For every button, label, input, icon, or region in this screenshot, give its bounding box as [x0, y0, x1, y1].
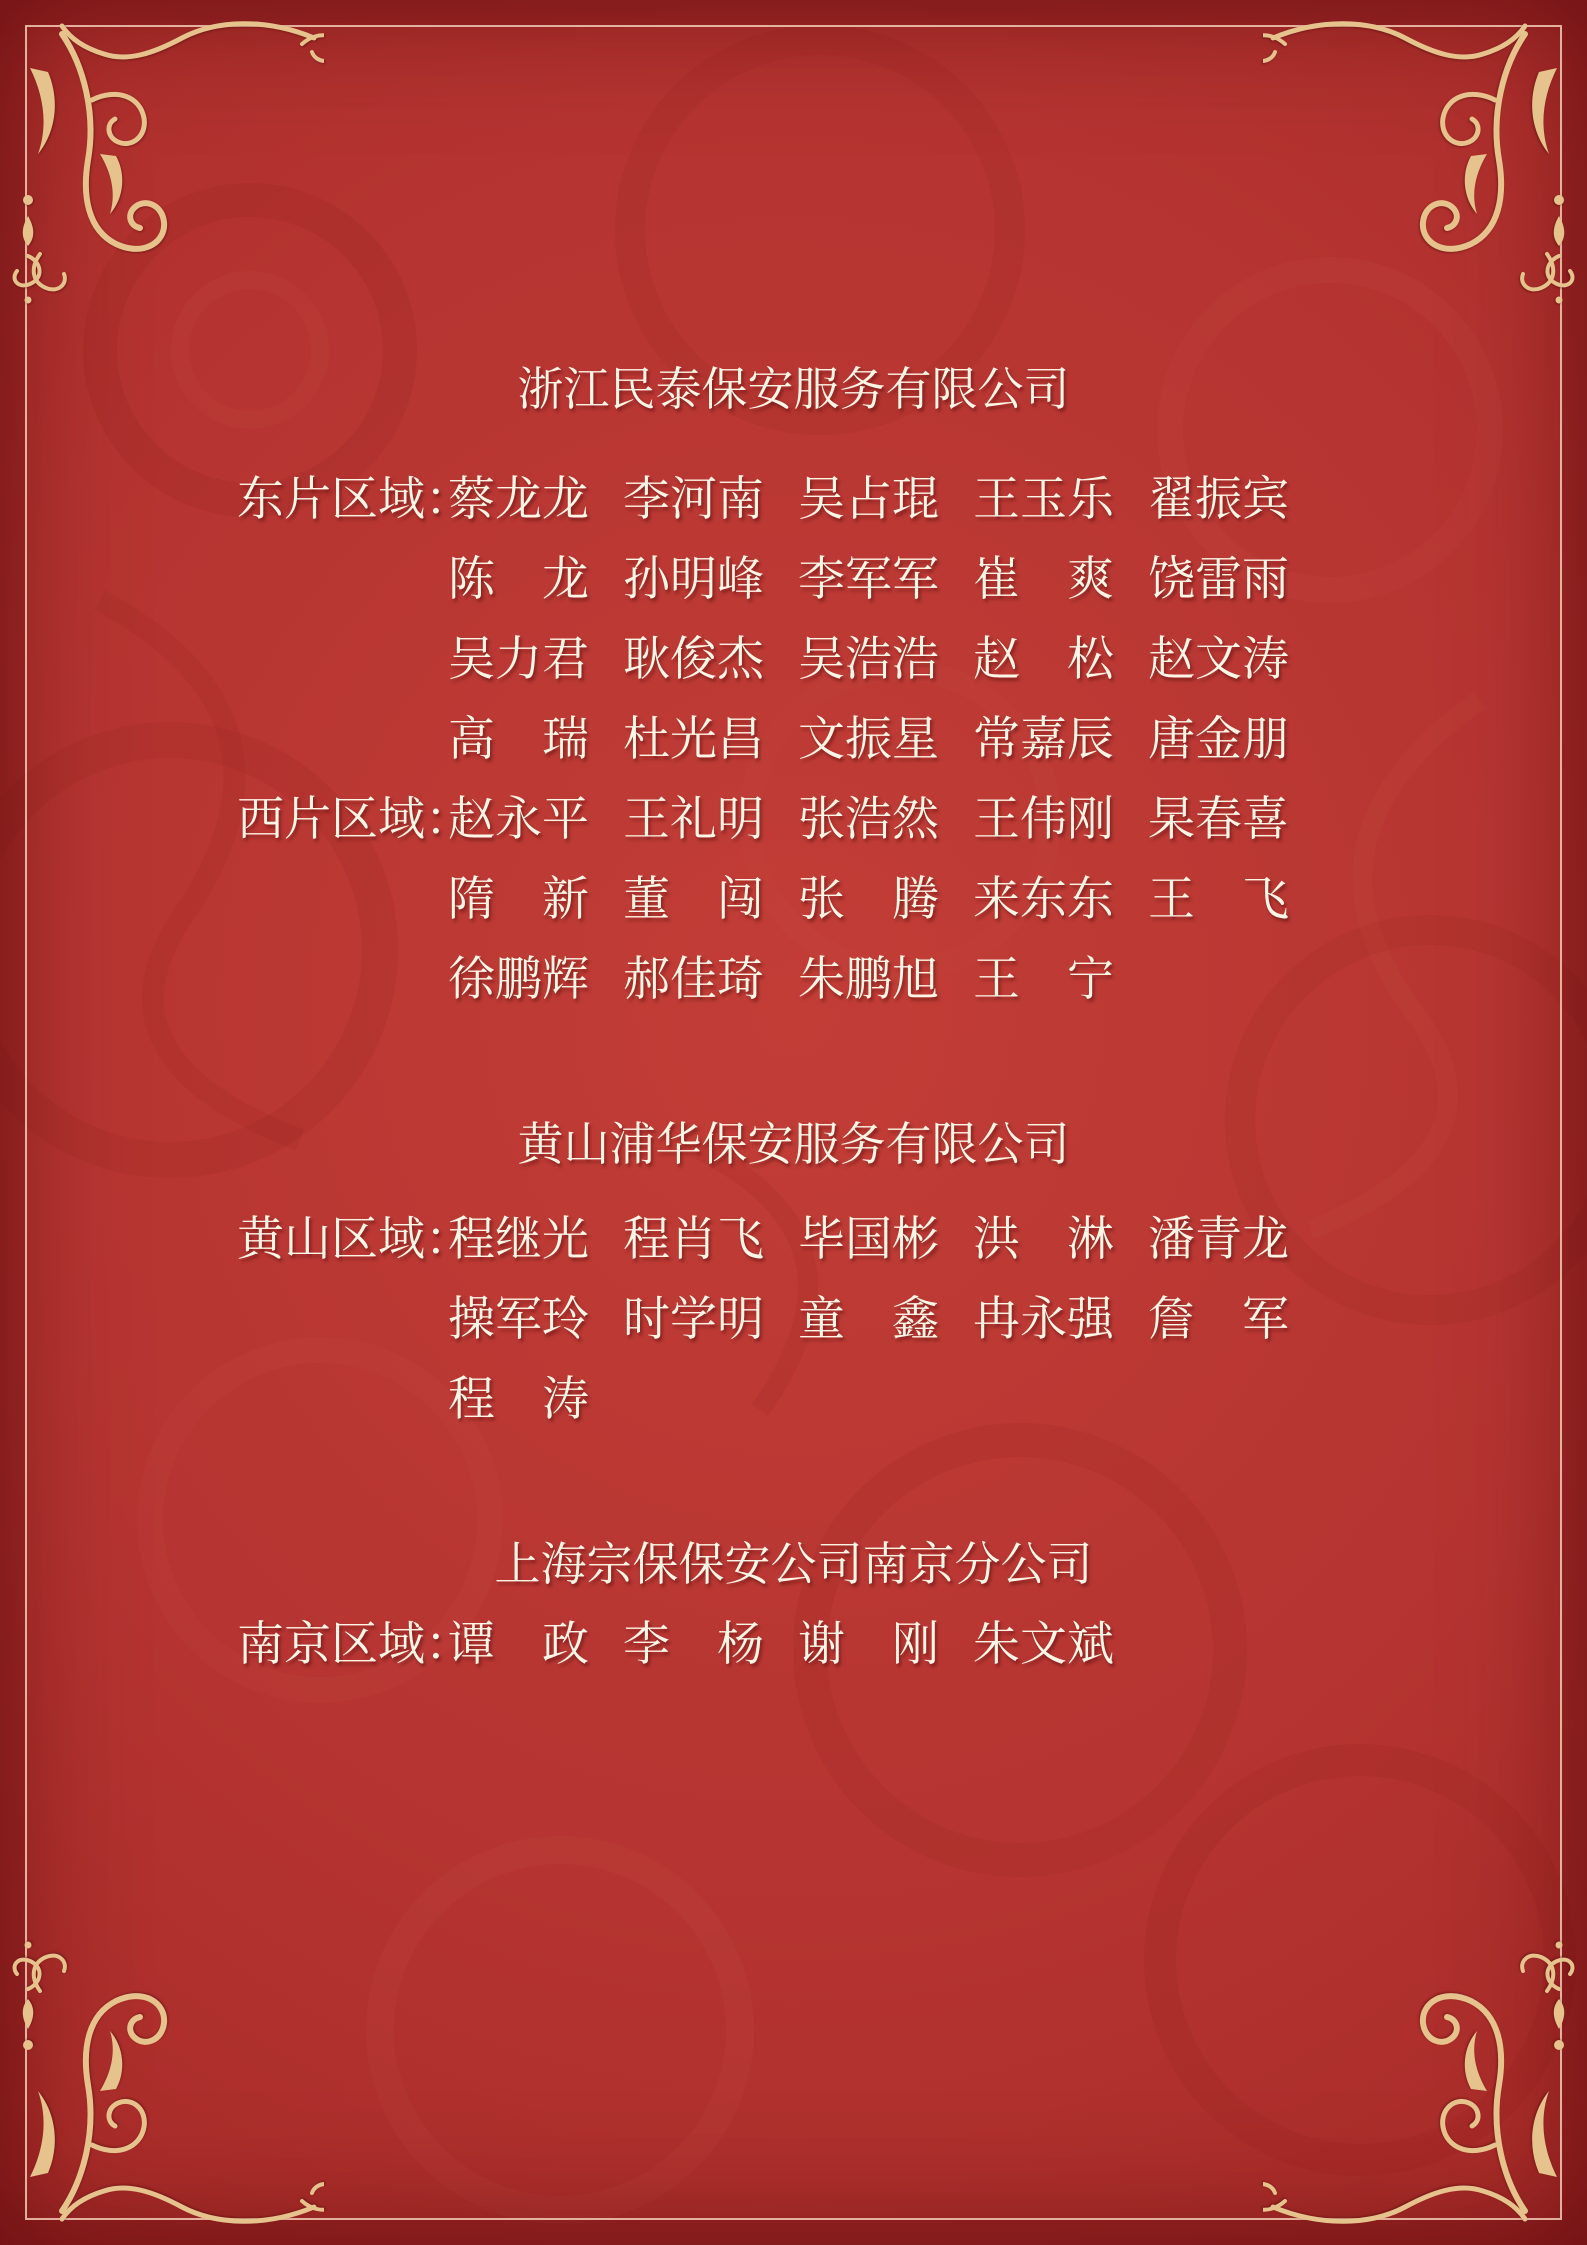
- section-rows: [0, 1605, 1587, 1685]
- company-title: 黄山浦华保安服务有限公司: [517, 1119, 1070, 1170]
- person-name: 操军玲: [448, 1294, 589, 1346]
- name-row: [0, 780, 1587, 860]
- name-row: [0, 940, 1587, 1020]
- region-label: 东片区域：: [237, 474, 472, 526]
- name-columns: [448, 540, 1319, 631]
- person-name: 赵文涛: [1148, 634, 1289, 686]
- name-columns: [448, 1200, 1319, 1291]
- company-title: 上海宗保保安公司南京分公司: [494, 1539, 1093, 1590]
- person-name: 隋 新: [448, 874, 589, 926]
- person-name: 朱文斌: [973, 1619, 1114, 1671]
- person-name: 陈 龙: [448, 554, 589, 606]
- person-name: 唐金朋: [1148, 714, 1289, 766]
- company-title: 浙江民泰保安服务有限公司: [517, 364, 1070, 415]
- person-name: 潘青龙: [1148, 1214, 1289, 1266]
- person-name: 李 杨: [623, 1619, 764, 1671]
- person-name: 高 瑞: [448, 714, 589, 766]
- person-name: 赵永平: [448, 794, 589, 846]
- person-name: 王 飞: [1148, 874, 1289, 926]
- person-name: 饶雷雨: [1148, 554, 1289, 606]
- person-name: 王礼明: [623, 794, 764, 846]
- person-name: 吴浩浩: [798, 634, 939, 686]
- person-name: 谭 政: [448, 1619, 589, 1671]
- person-name: 时学明: [623, 1294, 764, 1346]
- name-columns: [448, 940, 1144, 1031]
- person-name: 程 涛: [448, 1374, 589, 1426]
- person-name: 王 宁: [973, 954, 1114, 1006]
- person-name: 郝佳琦: [623, 954, 764, 1006]
- person-name: 杲春喜: [1148, 794, 1289, 846]
- name-row: [0, 860, 1587, 940]
- name-columns: [448, 460, 1319, 551]
- person-name: 童 鑫: [798, 1294, 939, 1346]
- name-columns: [448, 1360, 619, 1451]
- person-name: 王玉乐: [973, 474, 1114, 526]
- person-name: 文振星: [798, 714, 939, 766]
- name-row: [0, 700, 1587, 780]
- person-name: 李军军: [798, 554, 939, 606]
- name-columns: [448, 1280, 1319, 1371]
- name-columns: [448, 860, 1319, 951]
- person-name: 孙明峰: [623, 554, 764, 606]
- name-row: [0, 1280, 1587, 1360]
- name-columns: [448, 620, 1319, 711]
- person-name: 吴力君: [448, 634, 589, 686]
- name-columns: [448, 1605, 1144, 1696]
- person-name: 冉永强: [973, 1294, 1114, 1346]
- person-name: 王伟刚: [973, 794, 1114, 846]
- person-name: 崔 爽: [973, 554, 1114, 606]
- region-label: 西片区域：: [237, 794, 472, 846]
- person-name: 詹 军: [1148, 1294, 1289, 1346]
- person-name: 张 腾: [798, 874, 939, 926]
- person-name: 朱鹏旭: [798, 954, 939, 1006]
- person-name: 杜光昌: [623, 714, 764, 766]
- person-name: 赵 松: [973, 634, 1114, 686]
- name-row: [0, 1200, 1587, 1280]
- name-row: [0, 1605, 1587, 1685]
- person-name: 蔡龙龙: [448, 474, 589, 526]
- person-name: 李河南: [623, 474, 764, 526]
- person-name: 洪 淋: [973, 1214, 1114, 1266]
- region-label: 黄山区域：: [237, 1214, 472, 1266]
- name-row: [0, 460, 1587, 540]
- name-columns: [448, 780, 1319, 871]
- person-name: 来东东: [973, 874, 1114, 926]
- person-name: 吴占琨: [798, 474, 939, 526]
- person-name: 翟振宾: [1148, 474, 1289, 526]
- person-name: 张浩然: [798, 794, 939, 846]
- section-rows: [0, 1200, 1587, 1440]
- person-name: 董 闯: [623, 874, 764, 926]
- person-name: 耿俊杰: [623, 634, 764, 686]
- person-name: 常嘉辰: [973, 714, 1114, 766]
- name-row: [0, 540, 1587, 620]
- person-name: 程肖飞: [623, 1214, 764, 1266]
- name-row: [0, 1360, 1587, 1440]
- region-label: 南京区域：: [237, 1619, 472, 1671]
- person-name: 程继光: [448, 1214, 589, 1266]
- name-row: [0, 620, 1587, 700]
- person-name: 谢 刚: [798, 1619, 939, 1671]
- section-rows: [0, 460, 1587, 1020]
- person-name: 徐鹏辉: [448, 954, 589, 1006]
- person-name: 毕国彬: [798, 1214, 939, 1266]
- name-columns: [448, 700, 1319, 791]
